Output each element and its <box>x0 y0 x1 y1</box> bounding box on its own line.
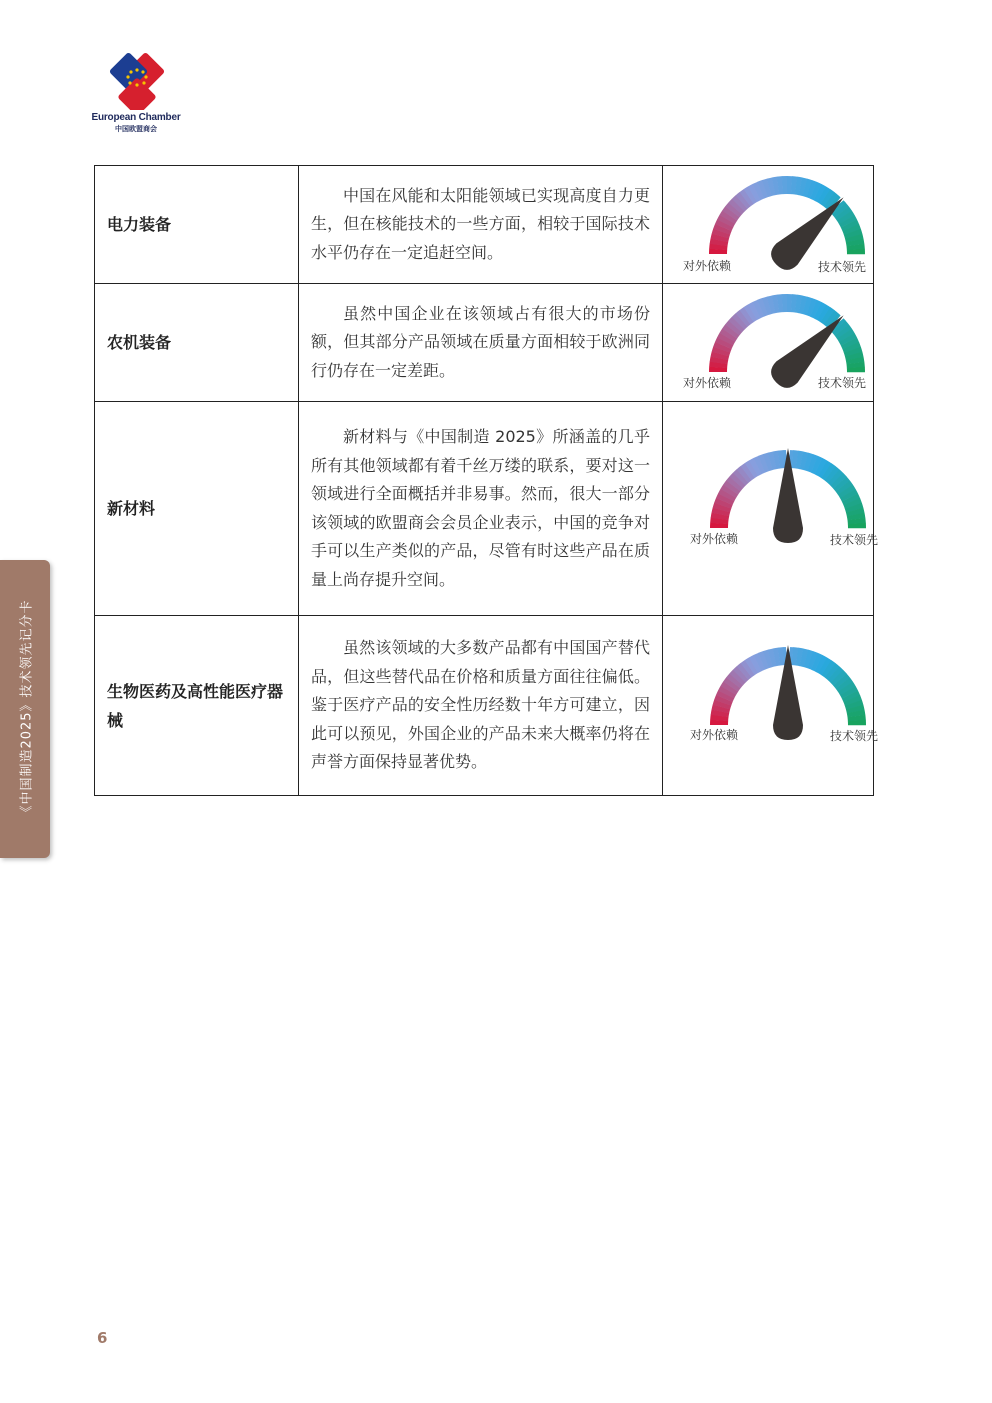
logo-name: European Chamber <box>91 112 181 123</box>
gauge-left-label: 对外依赖 <box>683 376 732 390</box>
gauge-right-label: 技术领先 <box>830 533 879 547</box>
sector-name: 新材料 <box>95 402 299 616</box>
gauge-cell <box>663 284 874 402</box>
chamber-emblem-icon <box>105 44 169 110</box>
gauge-icon <box>663 402 921 616</box>
gauge-left-label: 对外依赖 <box>690 728 739 742</box>
sector-name: 电力装备 <box>95 166 299 284</box>
logo-cn-name: 中国欧盟商会 <box>115 125 157 133</box>
table-row <box>95 166 874 284</box>
gauge-left-label: 对外依赖 <box>683 259 732 273</box>
table-row <box>95 284 874 402</box>
scorecard-table <box>94 165 879 796</box>
side-tab-text: 《中国制造2025》技术领先记分卡 <box>19 599 35 819</box>
sector-description: 中国在风能和太阳能领域已实现高度自力更生，但在核能技术的一些方面，相较于国际技术水平仍存在一定追赶空间。 <box>311 185 650 262</box>
table-row <box>95 616 874 796</box>
gauge-right-label: 技术领先 <box>818 376 867 390</box>
sector-name: 农机装备 <box>95 284 299 402</box>
european-chamber-logo <box>88 44 188 136</box>
sector-description: 新材料与《中国制造 2025》所涵盖的几乎所有其他领域都有着千丝万缕的联系，要对这一领域进行全面概括并非易事。然而，很大一部分该领域的欧盟商会会员企业表示，中国的竞争对手可以生产类似的产品，尽管有时这些产品在质量上尚存提升空间。 <box>311 427 650 589</box>
page-number: 6 <box>97 1329 108 1347</box>
gauge-left-label: 对外依赖 <box>690 532 739 546</box>
gauge-cell <box>663 402 879 616</box>
side-tab <box>0 560 50 858</box>
gauge-right-label: 技术领先 <box>818 260 867 274</box>
gauge-cell <box>663 166 874 284</box>
gauge-right-label: 技术领先 <box>830 729 879 743</box>
sector-name: 生物医药及高性能医疗器械 <box>95 616 299 796</box>
sector-description: 虽然中国企业在该领域占有很大的市场份额，但其部分产品领域在质量方面相较于欧洲同行仍存在一定差距。 <box>311 303 650 380</box>
table-row <box>95 402 874 616</box>
gauge-cell <box>663 616 879 796</box>
sector-description: 虽然该领域的大多数产品都有中国国产替代品，但这些替代品在价格和质量方面往往偏低。鉴于医疗产品的安全性历经数十年方可建立，因此可以预见，外国企业的产品未来大概率仍将在声誉方面保持显著优势。 <box>311 638 650 772</box>
gauge-icon <box>663 616 921 796</box>
